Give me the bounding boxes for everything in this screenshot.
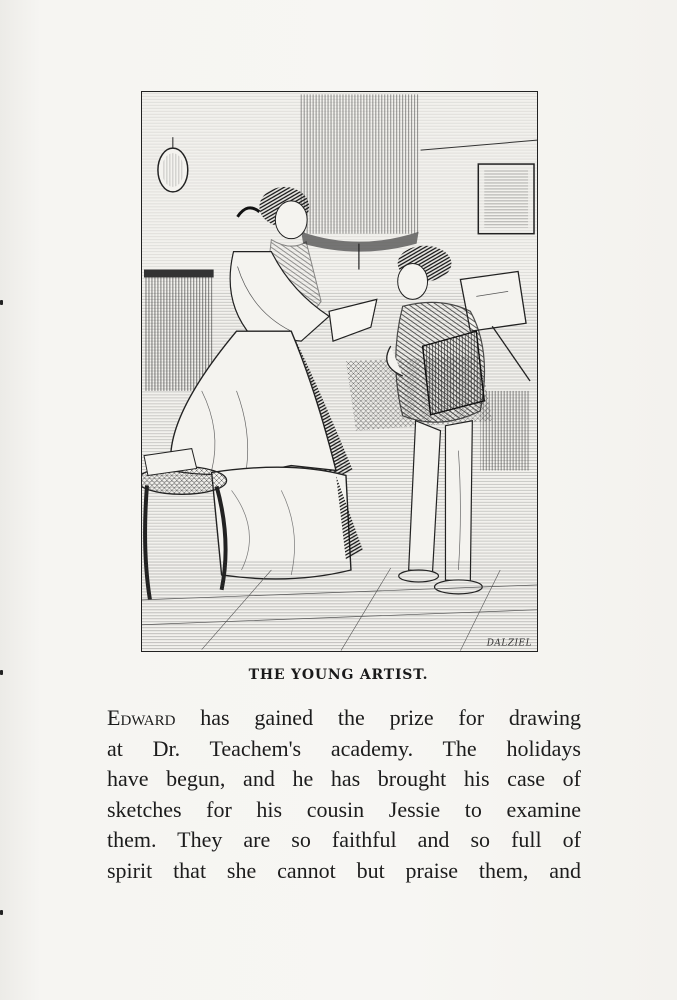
engraving-drawing (142, 92, 537, 651)
text-line: sketches for his cousin Jessie to examine (107, 796, 581, 822)
engraver-signature: DALZIEL (486, 638, 533, 649)
text-line (107, 703, 581, 734)
body-paragraph (107, 703, 581, 886)
margin-mark (0, 300, 3, 305)
framed-picture (478, 164, 534, 234)
text-line: at Dr. Teachem's academy. The holidays (107, 735, 581, 761)
chair-back (144, 270, 214, 391)
text-line: have begun, and he has brought his case of (107, 766, 581, 791)
floor (142, 560, 537, 651)
text-line-rest: has gained the prize for drawing (175, 705, 581, 730)
first-word: Edward (107, 705, 176, 730)
illustration-caption: THE YOUNG ARTIST. (248, 667, 429, 683)
window-curtain (299, 94, 418, 269)
text-line: them. They are so faithful and so full of (107, 827, 581, 852)
text-line: spirit that she cannot but praise them, and (107, 857, 581, 883)
margin-mark (0, 910, 3, 915)
engraving-illustration (141, 91, 538, 652)
